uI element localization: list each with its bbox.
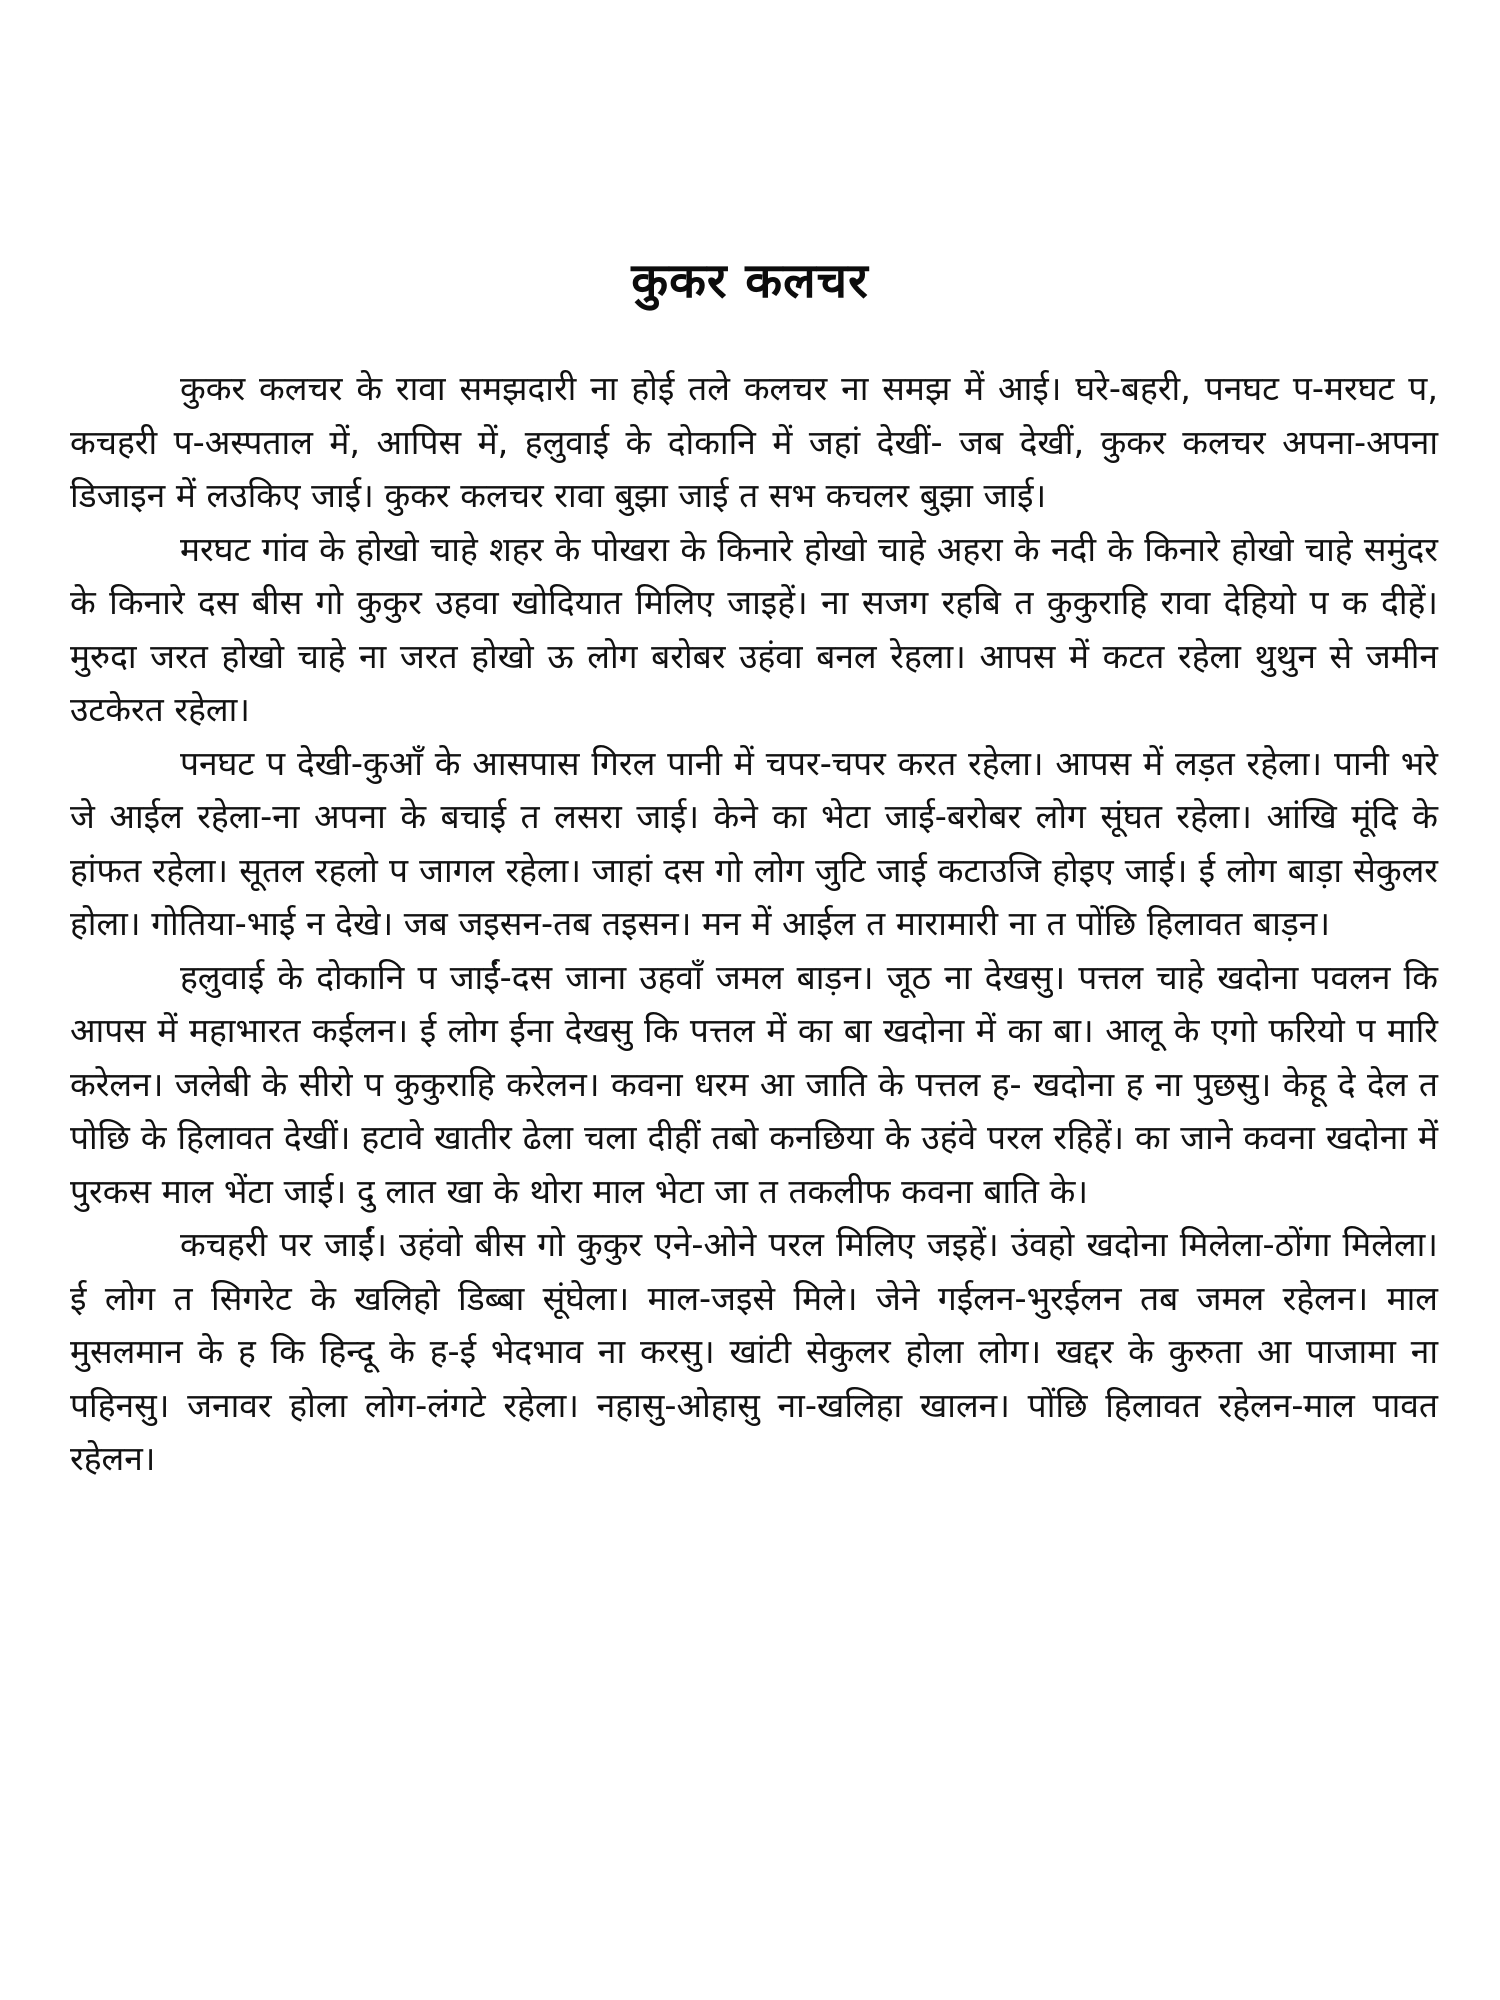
page-title: कुकर कलचर	[631, 253, 869, 309]
paragraph-2: मरघट गांव के होखो चाहे शहर के पोखरा के किनारे होखो चाहे अहरा के नदी के किनारे होखो चाहे समुंदर के किनारे दस बीस गो कुकुर उहवा खोदियात मिलिए जाइहें। ना सजग रहबि त कुकुराहि रावा देहियो प क दीहें। मुरुदा जरत होखो चाहे ना जरत होखो ऊ लोग बरोबर उहंवा बनल रेहला। आपस में कटत रहेला थुथुन से जमीन उटकेरत रहेला।	[70, 529, 1438, 729]
paragraph-1: कुकर कलचर के रावा समझदारी ना होई तले कलचर ना समझ में आई। घरे-बहरी, पनघट प-मरघट प, कचहरी प-अस्पताल में, आपिस में, हलुवाई के दोकानि में जहां देखीं- जब देखीं, कुकर कलचर अपना-अपना डिजाइन में लउकिए जाई। कुकर कलचर रावा बुझा जाई त सभ कचलर बुझा जाई।	[70, 369, 1438, 515]
paragraph-3: पनघट प देखी-कुआँ के आसपास गिरल पानी में चपर-चपर करत रहेला। आपस में लड़त रहेला। पानी भरे जे आईल रहेला-ना अपना के बचाई त लसरा जाई। केने का भेटा जाई-बरोबर लोग सूंघत रहेला। आंखि मूंदि के हांफत रहेला। सूतल रहलो प जागल रहेला। जाहां दस गो लोग जुटि जाई कटाउजि होइए जाई। ई लोग बाड़ा सेकुलर होला। गोतिया-भाई न देखे। जब जइसन-तब तइसन। मन में आईल त मारामारी ना त पोंछि हिलावत बाड़न।	[70, 743, 1438, 943]
paragraph-4: हलुवाई के दोकानि प जाईं-दस जाना उहवाँ जमल बाड़न। जूठ ना देखसु। पत्तल चाहे खदोना पवलन कि आपस में महाभारत कईलन। ई लोग ईना देखसु कि पत्तल में का बा खदोना में का बा। आलू के एगो फरियो प मारि करेलन। जलेबी के सीरो प कुकुराहि करेलन। कवना धरम आ जाति के पत्तल ह- खदोना ह ना पुछसु। केहू दे देल त पोछि के हिलावत देखीं। हटावे खातीर ढेला चला दीहीं तबो कनछिया के उहंवे परल रहिहें। का जाने कवना खदोना में पुरकस माल भेंटा जाई। दु लात खा के थोरा माल भेटा जा त तकलीफ कवना बाति के।	[70, 957, 1438, 1211]
article-body	[70, 362, 1438, 1486]
paragraph-5: कचहरी पर जाईं। उहंवो बीस गो कुकुर एने-ओने परल मिलिए जइहें। उंवहो खदोना मिलेला-ठोंगा मिलेला। ई लोग त सिगरेट के खलिहो डिब्बा सूंघेला। माल-जइसे मिले। जेने गईलन-भुरईलन तब जमल रहेलन। माल मुसलमान के ह कि हिन्दू के ह-ई भेदभाव ना करसु। खांटी सेकुलर होला लोग। खद्दर के कुरुता आ पाजामा ना पहिनसु। जनावर होला लोग-लंगटे रहेला। नहासु-ओहासु ना-खलिहा खालन। पोंछि हिलावत रहेलन-माल पावत रहेलन।	[70, 1225, 1438, 1478]
